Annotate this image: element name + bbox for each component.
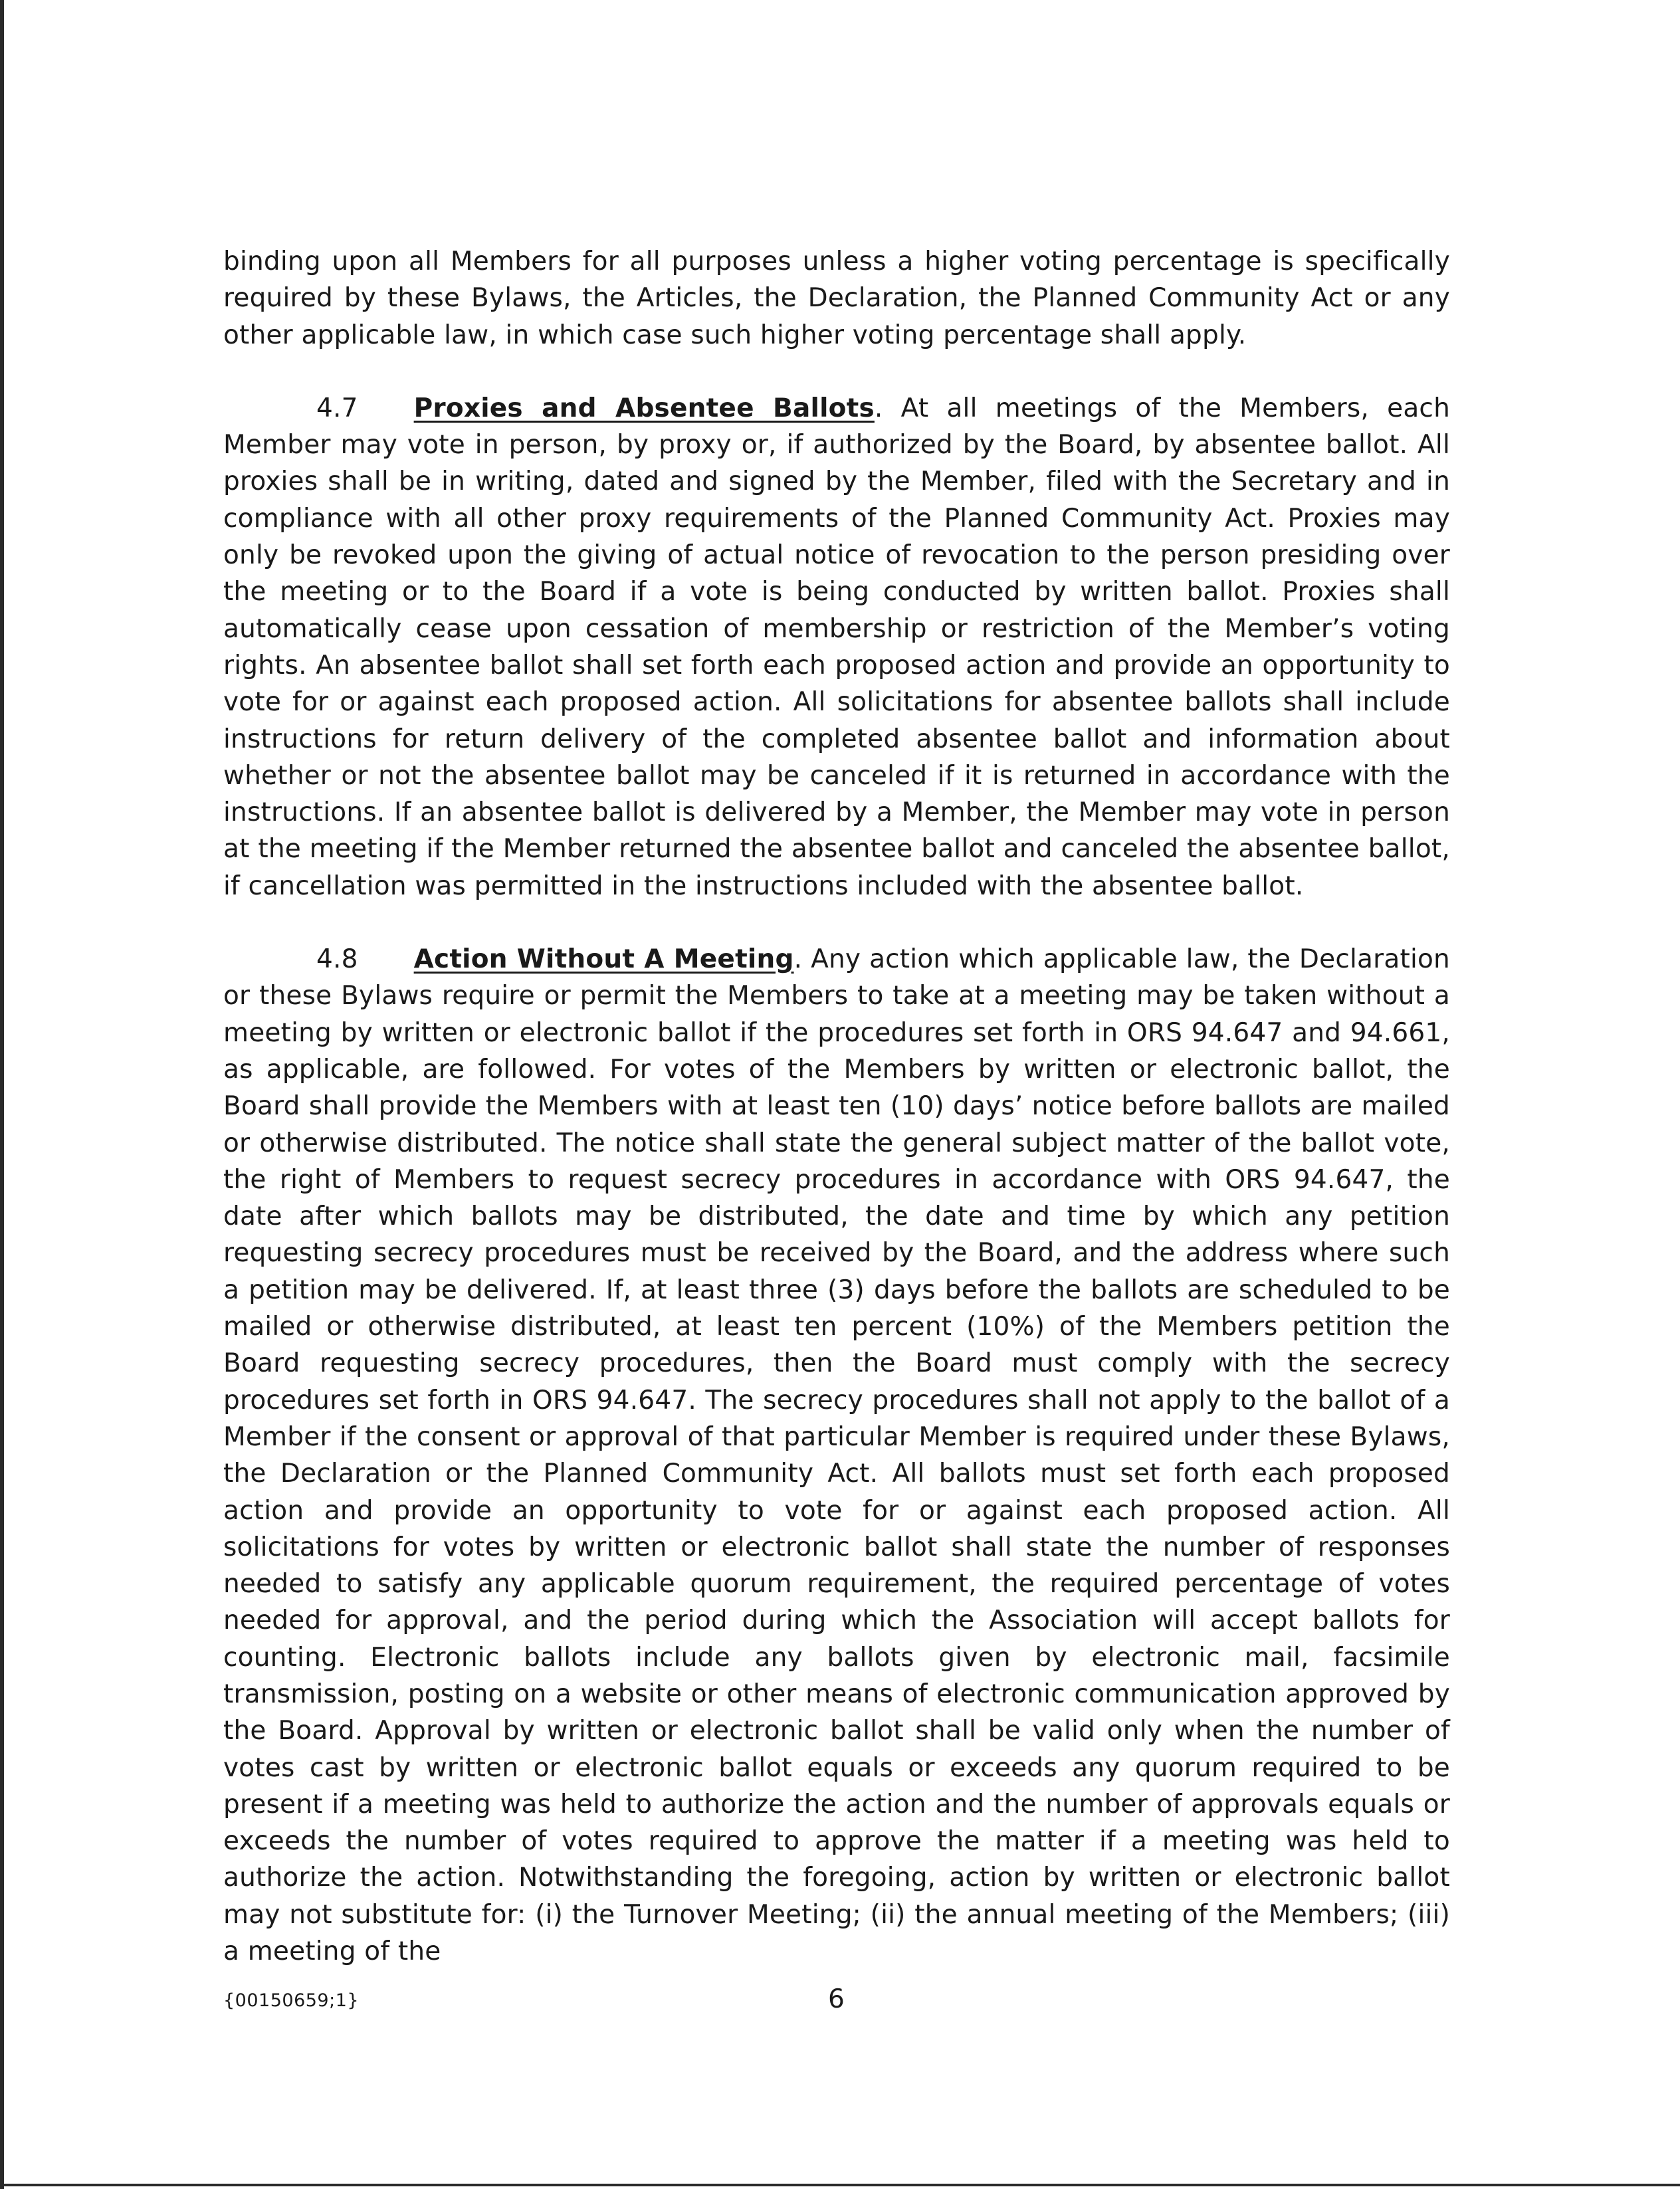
section-4-8-text: . Any action which applicable law, the Declaration or these Bylaws require or permit the Members to take at a meeting may be taken without a meeting by written or electronic ballot if the procedures set forth in ORS 94.647 and 94.661, as applicable, are followed. For votes of the Members by written or electronic ballot, the Board shall provide the Members with at least ten (10) days’ notice before ballots are mailed or otherwise distributed. The notice shall state the general subject matter of the ballot vote, the right of Members to request secrecy procedures in accordance with ORS 94.647, the date after which ballots may be distributed, the date and time by which any petition requesting secrecy procedures must be received by the Board, and the address where such a petition may be delivered. If, at least three (3) days before the ballots are scheduled to be mailed or otherwise distributed, at least ten percent (10%) of the Members petition the Board requesting secrecy procedures, then the Board must comply with the secrecy procedures set forth in ORS 94.647. The secrecy procedures shall not apply to the ballot of a Member if the consent or approval of that particular Member is required under these Bylaws, the Declaration or the Planned Community Act. All ballots must set forth each proposed action and provide an opportunity to vote for or against each proposed action. All solicitations for votes by written or electronic ballot shall state the number of responses needed to satisfy any applicable quorum requirement, the required percentage of votes needed for approval, and the period during which the Association will accept ballots for counting. Electronic ballots include any ballots given by electronic mail, facsimile transmission, posting on a website or other means of electronic communication approved by the Board. Approval by written or electronic ballot shall be valid only when the number of votes cast by written or electronic ballot equals or exceeds any quorum required to be present if a meeting was held to authorize the action and the number of approvals equals or exceeds the number of votes required to approve the matter if a meeting was held to authorize the action. Notwithstanding the foregoing, action by written or electronic ballot may not substitute for: (i) the Turnover Meeting; (ii) the annual meeting of the Members; (iii) a meeting of the [223, 944, 1450, 1967]
scan-edge-bottom [0, 2184, 1680, 2186]
section-4-8-paragraph [223, 941, 1450, 1970]
section-4-7-text: . At all meetings of the Members, each Member may vote in person, by proxy or, if authorized by the Board, by absentee ballot. All proxies shall be in writing, dated and signed by the Member, filed with the Secretary and in compliance with all other proxy requirements of the Planned Community Act. Proxies may only be revoked upon the giving of actual notice of revocation to the person presiding over the meeting or to the Board if a vote is being conducted by written ballot. Proxies shall automatically cease upon cessation of membership or restriction of the Member’s voting rights. An absentee ballot shall set forth each proposed action and provide an opportunity to vote for or against each proposed action. All solicitations for absentee ballots shall include instructions for return delivery of the completed absentee ballot and information about whether or not the absentee ballot may be canceled if it is returned in accordance with the instructions. If an absentee ballot is delivered by a Member, the Member may vote in person at the meeting if the Member returned the absentee ballot and canceled the absentee ballot, if cancellation was permitted in the instructions included with the absentee ballot. [223, 393, 1450, 901]
section-4-7-heading: Proxies and Absentee Ballots [413, 393, 875, 423]
document-body [223, 243, 1450, 1970]
section-4-8-heading: Action Without A Meeting [413, 944, 794, 975]
section-4-7-paragraph [223, 390, 1450, 904]
footer-page-number: 6 [828, 1984, 845, 2014]
section-4-8-number: 4.8 [316, 944, 358, 975]
section-4-7-number: 4.7 [316, 393, 358, 423]
footer-document-id: {00150659;1} [223, 1990, 360, 2011]
continuation-paragraph: binding upon all Members for all purposes unless a higher voting percentage is specifically required by these Bylaws, the Articles, the Declaration, the Planned Community Act or any other applicable law, in which case such higher voting percentage shall apply. [223, 247, 1450, 350]
scan-edge-left [0, 0, 4, 2189]
